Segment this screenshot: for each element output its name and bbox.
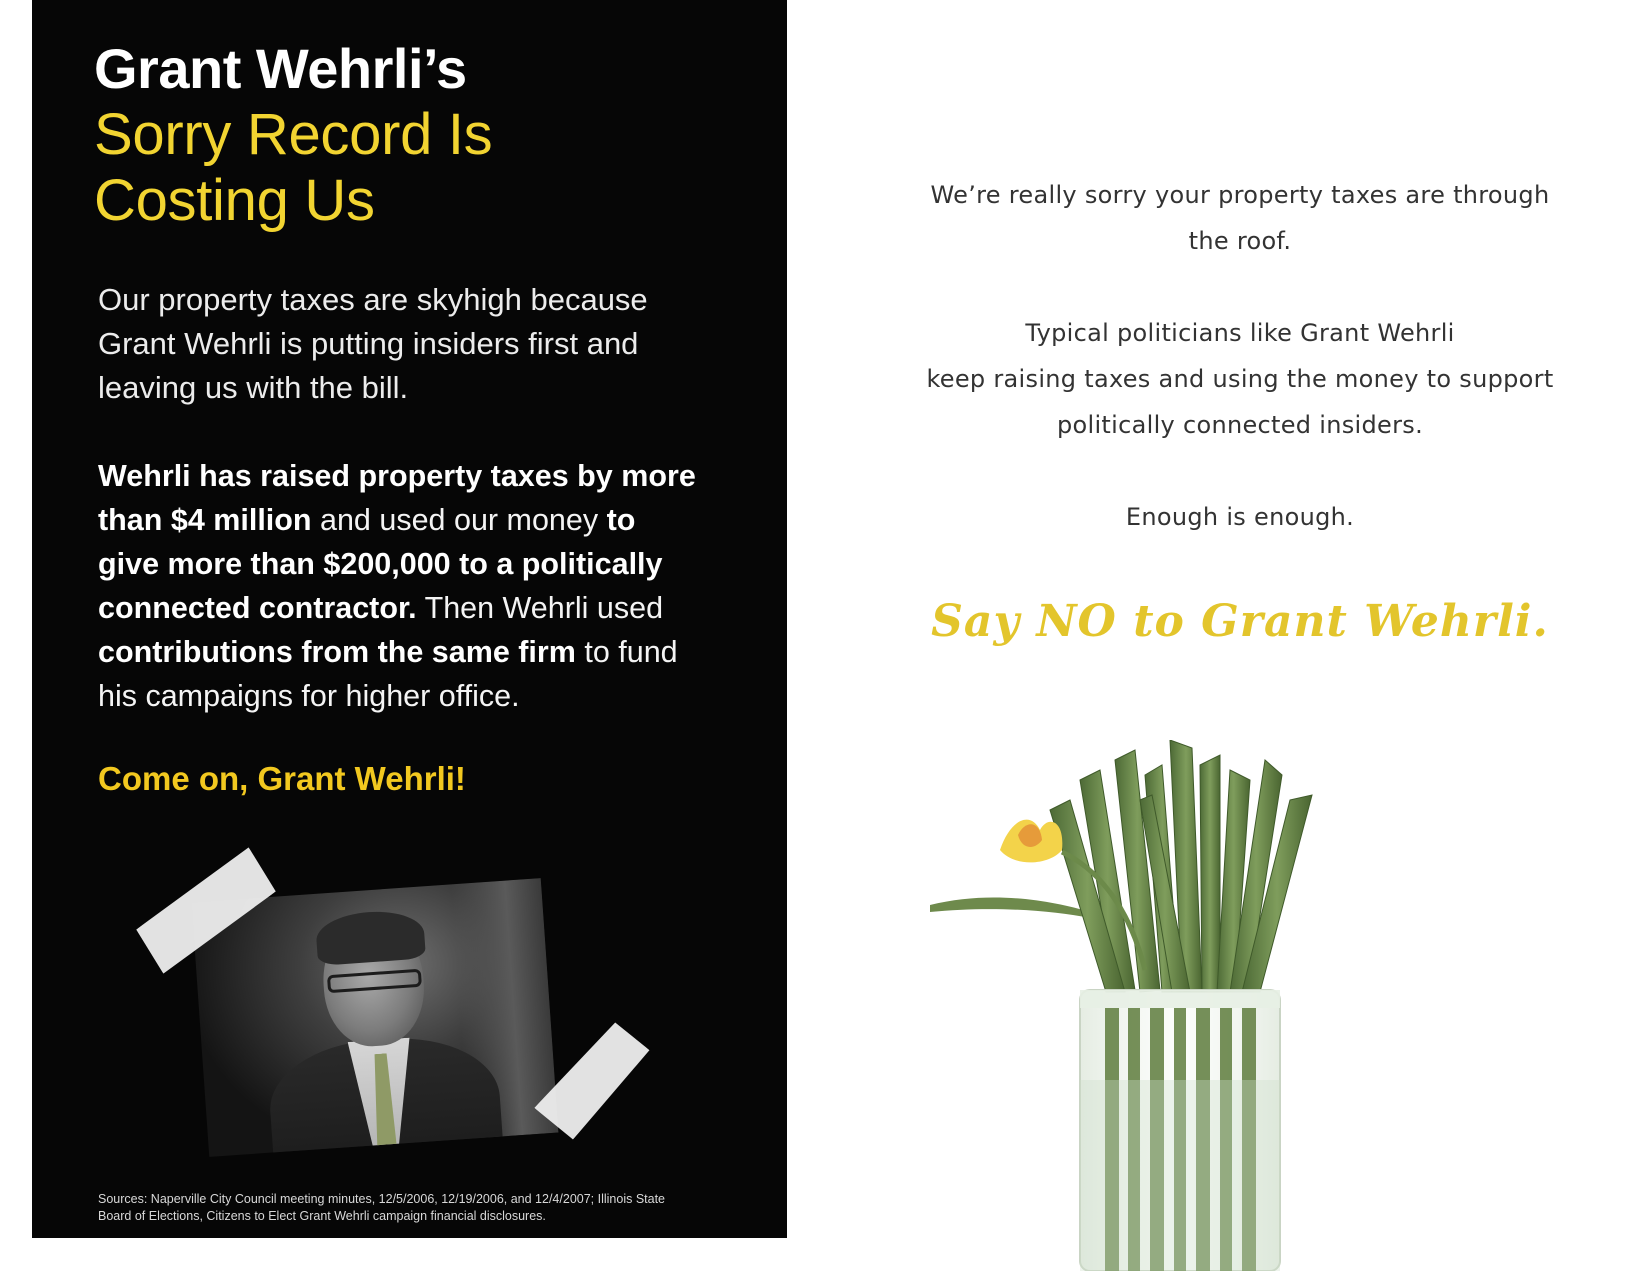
sources-footnote: [98, 1191, 778, 1225]
record-bold-text: connected contractor.: [98, 591, 417, 625]
record-line: [98, 674, 738, 718]
politicians-line: politically connected insiders.: [1056, 411, 1424, 439]
record-line: [98, 630, 738, 674]
headline-subtitle-line1: Sorry Record Is: [94, 102, 493, 167]
sources-line: Sources: Naperville City Council meeting minutes, 12/5/2006, 12/19/2006, and 12/4/2007; Illinois State: [98, 1192, 666, 1206]
apology-line: We’re really sorry your property taxes are through: [930, 181, 1550, 209]
record-bold-text: to: [606, 503, 636, 537]
wilted-flowers-vase-illustration: [930, 740, 1410, 1271]
say-no-script: Say NO to Grant Wehrli.: [931, 596, 1549, 647]
headline: [94, 36, 492, 234]
politicians-line: keep raising taxes and using the money to support: [926, 365, 1554, 393]
headline-name: Grant Wehrli’s: [94, 37, 467, 100]
record-text: Then Wehrli used: [416, 591, 664, 625]
candidate-photo: [192, 878, 559, 1157]
record-bold-text: contributions from the same firm: [98, 635, 576, 669]
politicians-paragraph: [900, 310, 1580, 448]
record-paragraph: [98, 454, 738, 718]
photo-hair: [315, 908, 426, 965]
headline-subtitle-line2: Costing Us: [94, 168, 375, 233]
call-out: Come on, Grant Wehrli!: [98, 760, 466, 797]
apology-line: the roof.: [1188, 227, 1292, 255]
intro-line: Our property taxes are skyhigh because: [98, 282, 648, 317]
record-text: to fund: [575, 635, 678, 669]
record-bold-text: Wehrli has raised property taxes by more: [98, 459, 696, 493]
politicians-line: Typical politicians like Grant Wehrli: [1025, 319, 1455, 347]
intro-paragraph: [98, 278, 718, 410]
record-line: [98, 454, 738, 498]
record-line: [98, 498, 738, 542]
record-text: and used our money: [311, 503, 607, 537]
apology-paragraph: [900, 172, 1580, 264]
sources-line: Board of Elections, Citizens to Elect Grant Wehrli campaign financial disclosures.: [98, 1209, 546, 1223]
record-text: his campaigns for higher office.: [98, 679, 520, 713]
record-line: [98, 542, 738, 586]
enough-paragraph: [900, 494, 1580, 540]
record-line: [98, 586, 738, 630]
enough-line: Enough is enough.: [1125, 503, 1355, 531]
intro-line: leaving us with the bill.: [98, 370, 409, 405]
record-bold-text: give more than $200,000 to a politically: [98, 547, 663, 581]
apology-copy: [900, 172, 1580, 586]
record-bold-text: than $4 million: [98, 503, 312, 537]
intro-line: Grant Wehrli is putting insiders first and: [98, 326, 639, 361]
